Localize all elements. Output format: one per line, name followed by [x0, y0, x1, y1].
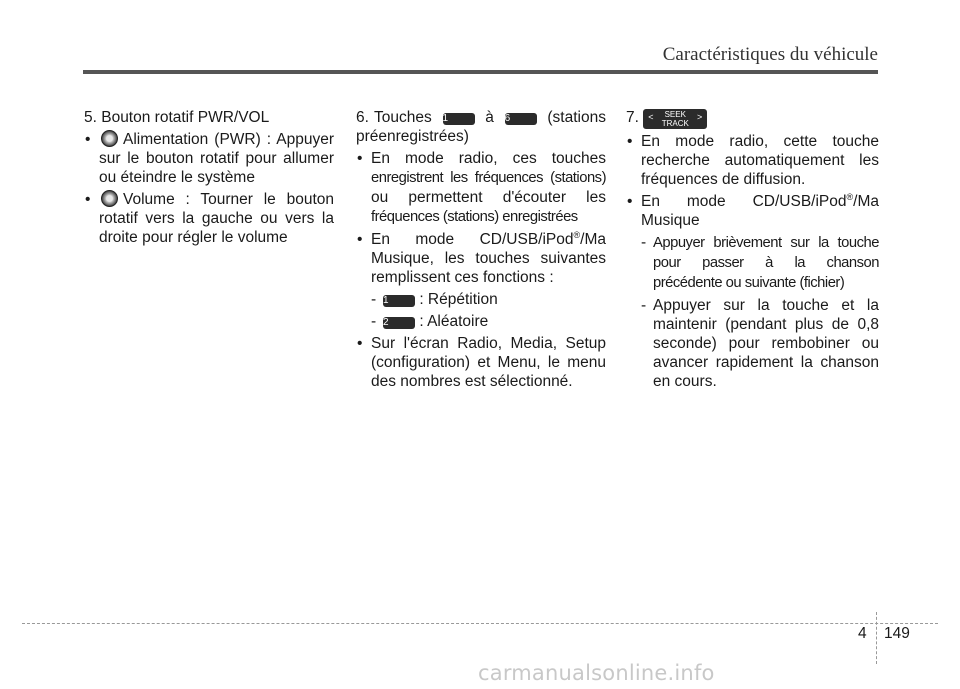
screen-text: Sur l'écran Radio, Media, Setup (configuration) et Menu, le menu des nombres est sélectionné. [371, 335, 606, 390]
header-rule [83, 70, 878, 74]
radio-text-c: ou permettent d'écouter les [371, 189, 606, 206]
page-section-title: Caractéristiques du véhicule [662, 44, 878, 65]
sub-random: - 2 : Aléatoire [371, 313, 489, 330]
radio-text-a: En mode radio, ces touches [371, 150, 606, 167]
repeat-text: : Répétition [419, 291, 498, 308]
seek-label: SEEK [664, 110, 686, 119]
sub-repeat: - 1 : Répétition [371, 291, 498, 308]
volume-text: Volume : Tourner le bouton rotatif vers la gauche ou vers la droite pour régler le volume [99, 191, 334, 246]
heading-mid: à [485, 109, 494, 126]
radio-text-b: enregistrent les fréquences (stations) [371, 170, 606, 186]
item-5-heading: 5. Bouton rotatif PWR/VOL [84, 109, 270, 126]
media-text-pre: En mode CD/USB/iPod [641, 193, 847, 210]
sub-short-press: - Appuyer brièvement sur la touche pour passer à la chanson précédente ou suivante (fichier) [641, 234, 879, 291]
heading-pre: 6. Touches [356, 109, 432, 126]
item-6-heading [356, 108, 606, 146]
short-press-text: Appuyer brièvement sur la touche pour passer à la chanson précédente ou suivante (fichier) [653, 235, 879, 291]
long-press-text: Appuyer sur la touche et la maintenir (pendant plus de 0,8 seconde) pour rembobiner ou avancer rapidement la chanson en cours. [653, 297, 879, 390]
item-5-volume-bullet [84, 190, 334, 247]
rotary-knob-icon [101, 190, 118, 207]
footer-divider [876, 612, 877, 664]
item-5-power-bullet [84, 130, 334, 187]
radio-text-d: fréquences (stations) enregistrées [371, 209, 578, 225]
seek-radio-text: En mode radio, cette touche recherche automatiquement les fréquences de diffusion. [641, 133, 879, 188]
watermark: carmanualsonline.info [478, 661, 715, 685]
track-label: TRACK [661, 119, 689, 128]
preset-key-2-icon: 2 [383, 317, 415, 329]
power-text: Alimentation (PWR) : Appuyer sur le bouton rotatif pour allumer ou éteindre le système [99, 131, 334, 186]
item-6-screen-bullet [356, 334, 606, 391]
chevron-right-icon: > [696, 112, 703, 122]
heading-number: 7. [626, 109, 639, 126]
registered-mark: ® [846, 191, 854, 202]
footer-rule [22, 623, 938, 624]
random-text: : Aléatoire [419, 313, 489, 330]
seek-track-key-icon [643, 109, 707, 129]
preset-key-1-icon: 1 [443, 113, 475, 125]
item-6-media-bullet [356, 230, 606, 287]
item-6-radio-bullet [356, 149, 606, 227]
item-7-media-bullet [626, 192, 879, 230]
item-7-heading [626, 108, 879, 129]
sub-long-press: - Appuyer sur la touche et la maintenir (pendant plus de 0,8 seconde) pour rembobiner ou avancer rapidement la chanson en cours. [641, 297, 879, 390]
heading-post: (stations préenregistrées) [356, 109, 606, 145]
media-text-pre: En mode CD/USB/iPod [371, 231, 574, 248]
item-7-radio-bullet [626, 132, 879, 189]
preset-key-1-icon: 1 [383, 295, 415, 307]
chevron-left-icon: < [648, 112, 654, 122]
rotary-knob-icon [101, 130, 118, 147]
page-number: 149 [884, 625, 910, 642]
registered-mark: ® [573, 229, 581, 240]
column-1 [84, 108, 334, 250]
media-text-post: /Ma Musique [641, 193, 879, 229]
preset-key-6-icon: 6 [505, 113, 537, 125]
column-2 [356, 108, 606, 394]
chapter-number: 4 [858, 625, 867, 642]
column-3 [626, 108, 879, 394]
media-text-post: /Ma Musique, les touches suivantes remplissent ces fonctions : [371, 231, 606, 286]
